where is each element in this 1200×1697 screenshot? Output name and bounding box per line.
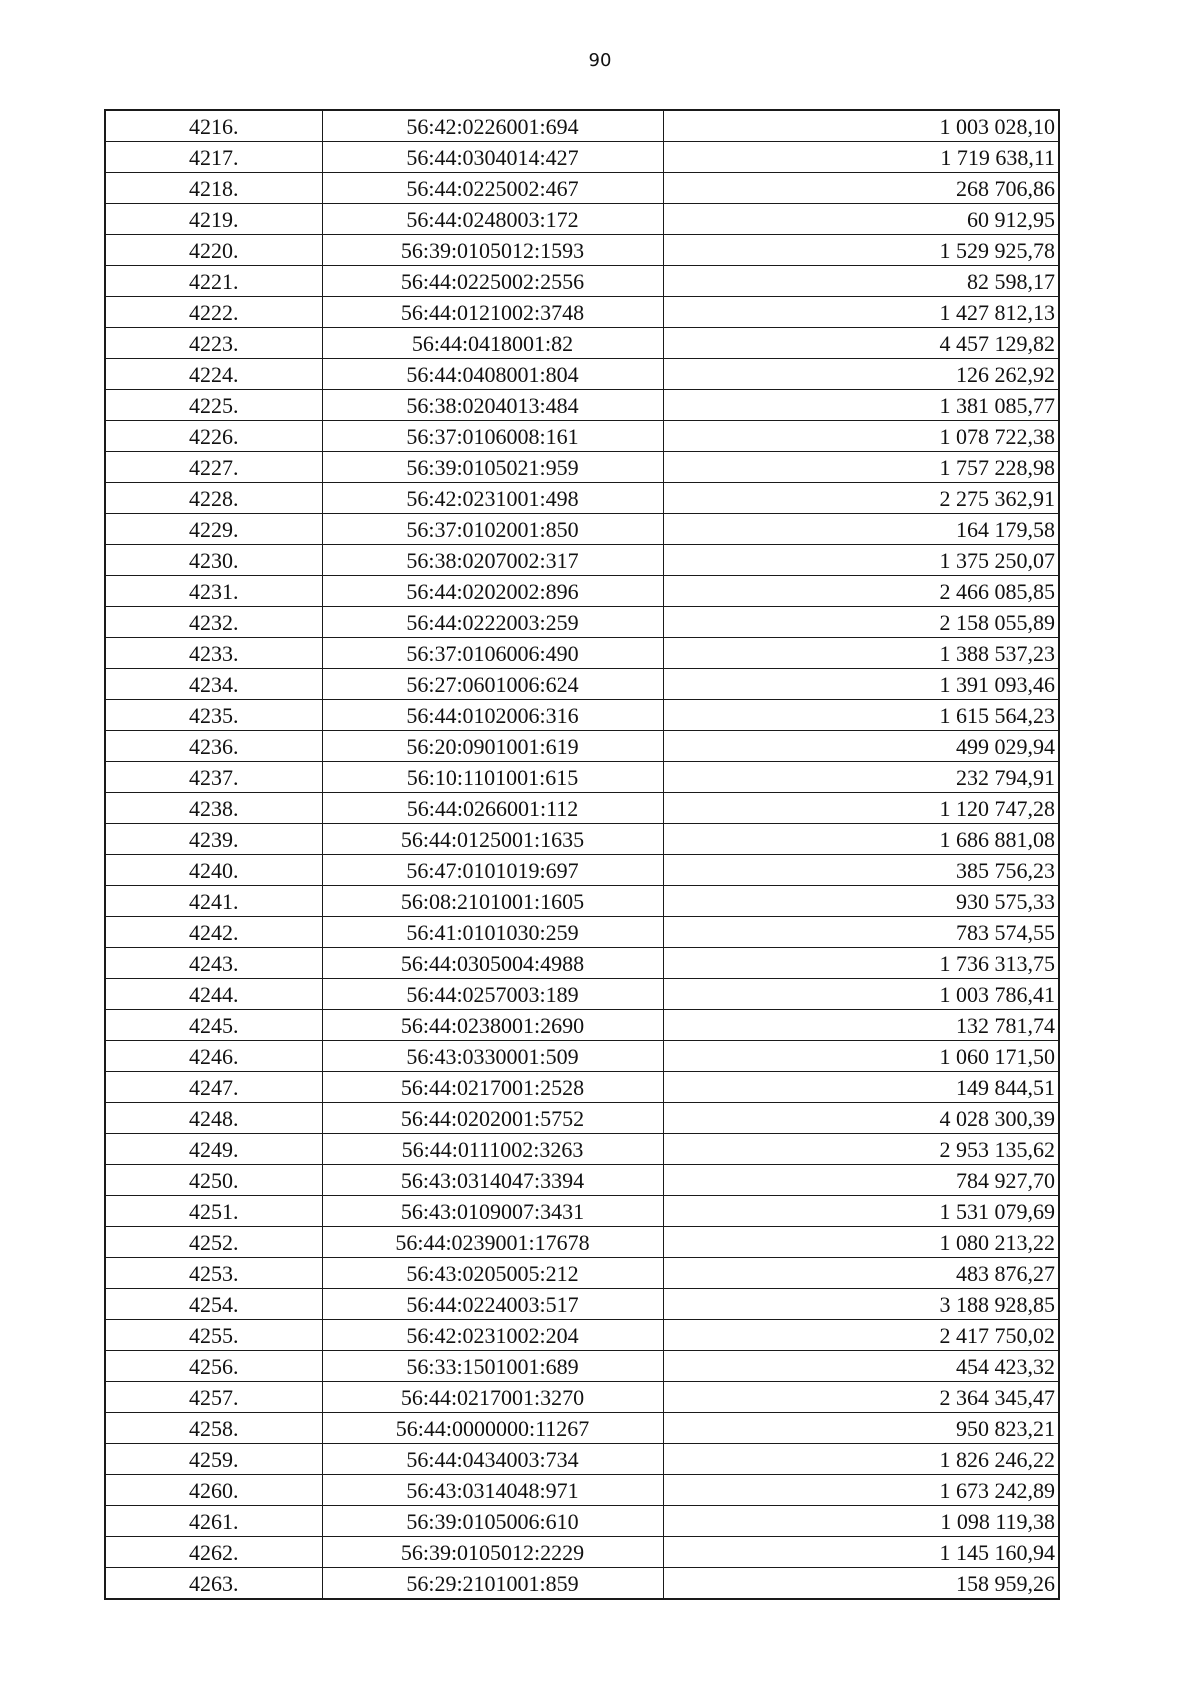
table-row <box>105 1537 1059 1568</box>
cadastral-number-cell: 56:42:0226001:694 <box>322 110 663 142</box>
table-row <box>105 762 1059 793</box>
table-row <box>105 1165 1059 1196</box>
row-number-cell: 4263. <box>105 1568 322 1600</box>
cadastral-value-cell: 1 145 160,94 <box>663 1537 1059 1568</box>
table-row <box>105 1010 1059 1041</box>
table-row <box>105 979 1059 1010</box>
cadastral-number-cell: 56:44:0121002:3748 <box>322 297 663 328</box>
cadastral-number-cell: 56:44:0202001:5752 <box>322 1103 663 1134</box>
row-number-cell: 4225. <box>105 390 322 421</box>
table-row <box>105 173 1059 204</box>
cadastral-value-table <box>104 109 1060 1600</box>
cadastral-value-cell: 1 381 085,77 <box>663 390 1059 421</box>
cadastral-value-cell: 2 275 362,91 <box>663 483 1059 514</box>
cadastral-value-cell: 1 003 028,10 <box>663 110 1059 142</box>
cadastral-number-cell: 56:44:0238001:2690 <box>322 1010 663 1041</box>
cadastral-number-cell: 56:44:0224003:517 <box>322 1289 663 1320</box>
cadastral-number-cell: 56:44:0257003:189 <box>322 979 663 1010</box>
cadastral-value-cell: 1 080 213,22 <box>663 1227 1059 1258</box>
table-row <box>105 110 1059 142</box>
table-body <box>105 110 1059 1599</box>
cadastral-value-cell: 1 719 638,11 <box>663 142 1059 173</box>
cadastral-value-cell: 1 615 564,23 <box>663 700 1059 731</box>
cadastral-value-cell: 784 927,70 <box>663 1165 1059 1196</box>
cadastral-number-cell: 56:44:0434003:734 <box>322 1444 663 1475</box>
row-number-cell: 4222. <box>105 297 322 328</box>
cadastral-value-cell: 2 158 055,89 <box>663 607 1059 638</box>
cadastral-value-cell: 3 188 928,85 <box>663 1289 1059 1320</box>
cadastral-number-cell: 56:44:0304014:427 <box>322 142 663 173</box>
table-row <box>105 1103 1059 1134</box>
cadastral-value-cell: 2 364 345,47 <box>663 1382 1059 1413</box>
cadastral-value-cell: 1 736 313,75 <box>663 948 1059 979</box>
table-row <box>105 483 1059 514</box>
row-number-cell: 4233. <box>105 638 322 669</box>
cadastral-number-cell: 56:43:0314047:3394 <box>322 1165 663 1196</box>
row-number-cell: 4253. <box>105 1258 322 1289</box>
cadastral-value-cell: 268 706,86 <box>663 173 1059 204</box>
row-number-cell: 4243. <box>105 948 322 979</box>
cadastral-value-cell: 1 529 925,78 <box>663 235 1059 266</box>
table-row <box>105 1568 1059 1600</box>
cadastral-value-cell: 483 876,27 <box>663 1258 1059 1289</box>
cadastral-number-cell: 56:44:0000000:11267 <box>322 1413 663 1444</box>
table-row <box>105 1227 1059 1258</box>
cadastral-number-cell: 56:44:0239001:17678 <box>322 1227 663 1258</box>
cadastral-value-cell: 132 781,74 <box>663 1010 1059 1041</box>
cadastral-value-cell: 4 028 300,39 <box>663 1103 1059 1134</box>
table-row <box>105 1072 1059 1103</box>
table-row <box>105 824 1059 855</box>
cadastral-value-cell: 1 388 537,23 <box>663 638 1059 669</box>
row-number-cell: 4227. <box>105 452 322 483</box>
cadastral-number-cell: 56:44:0125001:1635 <box>322 824 663 855</box>
row-number-cell: 4219. <box>105 204 322 235</box>
table-row <box>105 235 1059 266</box>
cadastral-value-cell: 1 673 242,89 <box>663 1475 1059 1506</box>
cadastral-number-cell: 56:44:0266001:112 <box>322 793 663 824</box>
row-number-cell: 4260. <box>105 1475 322 1506</box>
cadastral-value-cell: 164 179,58 <box>663 514 1059 545</box>
row-number-cell: 4245. <box>105 1010 322 1041</box>
cadastral-value-cell: 1 078 722,38 <box>663 421 1059 452</box>
row-number-cell: 4261. <box>105 1506 322 1537</box>
cadastral-value-cell: 2 466 085,85 <box>663 576 1059 607</box>
table-row <box>105 917 1059 948</box>
row-number-cell: 4234. <box>105 669 322 700</box>
table-row <box>105 359 1059 390</box>
row-number-cell: 4221. <box>105 266 322 297</box>
cadastral-number-cell: 56:41:0101030:259 <box>322 917 663 948</box>
cadastral-value-cell: 950 823,21 <box>663 1413 1059 1444</box>
table-row <box>105 204 1059 235</box>
cadastral-number-cell: 56:10:1101001:615 <box>322 762 663 793</box>
table-row <box>105 1289 1059 1320</box>
cadastral-value-cell: 499 029,94 <box>663 731 1059 762</box>
table-row <box>105 886 1059 917</box>
table-row <box>105 142 1059 173</box>
table-row <box>105 1444 1059 1475</box>
cadastral-value-cell: 1 060 171,50 <box>663 1041 1059 1072</box>
row-number-cell: 4242. <box>105 917 322 948</box>
table-row <box>105 1320 1059 1351</box>
cadastral-value-cell: 1 391 093,46 <box>663 669 1059 700</box>
cadastral-number-cell: 56:08:2101001:1605 <box>322 886 663 917</box>
row-number-cell: 4259. <box>105 1444 322 1475</box>
table-row <box>105 855 1059 886</box>
row-number-cell: 4232. <box>105 607 322 638</box>
cadastral-number-cell: 56:37:0106006:490 <box>322 638 663 669</box>
row-number-cell: 4254. <box>105 1289 322 1320</box>
row-number-cell: 4252. <box>105 1227 322 1258</box>
cadastral-value-cell: 1 427 812,13 <box>663 297 1059 328</box>
table-row <box>105 1382 1059 1413</box>
cadastral-value-cell: 1 120 747,28 <box>663 793 1059 824</box>
row-number-cell: 4235. <box>105 700 322 731</box>
cadastral-number-cell: 56:27:0601006:624 <box>322 669 663 700</box>
row-number-cell: 4262. <box>105 1537 322 1568</box>
cadastral-value-cell: 1 531 079,69 <box>663 1196 1059 1227</box>
row-number-cell: 4218. <box>105 173 322 204</box>
cadastral-number-cell: 56:43:0109007:3431 <box>322 1196 663 1227</box>
cadastral-value-cell: 454 423,32 <box>663 1351 1059 1382</box>
cadastral-number-cell: 56:44:0217001:3270 <box>322 1382 663 1413</box>
table-row <box>105 700 1059 731</box>
table-row <box>105 452 1059 483</box>
table-row <box>105 1041 1059 1072</box>
cadastral-number-cell: 56:38:0204013:484 <box>322 390 663 421</box>
cadastral-value-cell: 1 757 228,98 <box>663 452 1059 483</box>
cadastral-value-cell: 1 375 250,07 <box>663 545 1059 576</box>
table-row <box>105 607 1059 638</box>
page-number: 90 <box>588 50 612 71</box>
row-number-cell: 4249. <box>105 1134 322 1165</box>
cadastral-number-cell: 56:44:0408001:804 <box>322 359 663 390</box>
cadastral-value-cell: 126 262,92 <box>663 359 1059 390</box>
cadastral-number-cell: 56:44:0305004:4988 <box>322 948 663 979</box>
row-number-cell: 4241. <box>105 886 322 917</box>
row-number-cell: 4255. <box>105 1320 322 1351</box>
cadastral-number-cell: 56:44:0222003:259 <box>322 607 663 638</box>
cadastral-number-cell: 56:47:0101019:697 <box>322 855 663 886</box>
row-number-cell: 4250. <box>105 1165 322 1196</box>
row-number-cell: 4228. <box>105 483 322 514</box>
row-number-cell: 4238. <box>105 793 322 824</box>
cadastral-value-cell: 4 457 129,82 <box>663 328 1059 359</box>
cadastral-value-cell: 1 826 246,22 <box>663 1444 1059 1475</box>
cadastral-number-cell: 56:44:0102006:316 <box>322 700 663 731</box>
row-number-cell: 4240. <box>105 855 322 886</box>
row-number-cell: 4247. <box>105 1072 322 1103</box>
row-number-cell: 4239. <box>105 824 322 855</box>
row-number-cell: 4217. <box>105 142 322 173</box>
cadastral-number-cell: 56:37:0106008:161 <box>322 421 663 452</box>
row-number-cell: 4246. <box>105 1041 322 1072</box>
cadastral-value-cell: 82 598,17 <box>663 266 1059 297</box>
cadastral-number-cell: 56:44:0202002:896 <box>322 576 663 607</box>
cadastral-number-cell: 56:33:1501001:689 <box>322 1351 663 1382</box>
table-row <box>105 328 1059 359</box>
table-row <box>105 545 1059 576</box>
cadastral-number-cell: 56:39:0105021:959 <box>322 452 663 483</box>
table-row <box>105 669 1059 700</box>
row-number-cell: 4229. <box>105 514 322 545</box>
table-row <box>105 1351 1059 1382</box>
table-row <box>105 731 1059 762</box>
table-row <box>105 1475 1059 1506</box>
cadastral-number-cell: 56:43:0205005:212 <box>322 1258 663 1289</box>
row-number-cell: 4231. <box>105 576 322 607</box>
cadastral-number-cell: 56:37:0102001:850 <box>322 514 663 545</box>
cadastral-number-cell: 56:43:0314048:971 <box>322 1475 663 1506</box>
row-number-cell: 4244. <box>105 979 322 1010</box>
cadastral-number-cell: 56:44:0225002:467 <box>322 173 663 204</box>
cadastral-number-cell: 56:39:0105012:2229 <box>322 1537 663 1568</box>
table-row <box>105 638 1059 669</box>
table-row <box>105 576 1059 607</box>
cadastral-number-cell: 56:20:0901001:619 <box>322 731 663 762</box>
table-row <box>105 1258 1059 1289</box>
cadastral-number-cell: 56:44:0418001:82 <box>322 328 663 359</box>
cadastral-number-cell: 56:38:0207002:317 <box>322 545 663 576</box>
cadastral-value-cell: 930 575,33 <box>663 886 1059 917</box>
cadastral-number-cell: 56:44:0111002:3263 <box>322 1134 663 1165</box>
table-row <box>105 421 1059 452</box>
cadastral-number-cell: 56:44:0248003:172 <box>322 204 663 235</box>
row-number-cell: 4257. <box>105 1382 322 1413</box>
table-row <box>105 1506 1059 1537</box>
table-row <box>105 793 1059 824</box>
row-number-cell: 4216. <box>105 110 322 142</box>
row-number-cell: 4256. <box>105 1351 322 1382</box>
table-row <box>105 390 1059 421</box>
table-row <box>105 1134 1059 1165</box>
row-number-cell: 4223. <box>105 328 322 359</box>
row-number-cell: 4230. <box>105 545 322 576</box>
cadastral-number-cell: 56:44:0225002:2556 <box>322 266 663 297</box>
table-row <box>105 1413 1059 1444</box>
cadastral-number-cell: 56:44:0217001:2528 <box>322 1072 663 1103</box>
row-number-cell: 4236. <box>105 731 322 762</box>
row-number-cell: 4248. <box>105 1103 322 1134</box>
table-row <box>105 1196 1059 1227</box>
cadastral-number-cell: 56:39:0105006:610 <box>322 1506 663 1537</box>
table-row <box>105 514 1059 545</box>
cadastral-value-cell: 1 098 119,38 <box>663 1506 1059 1537</box>
cadastral-value-cell: 1 686 881,08 <box>663 824 1059 855</box>
cadastral-value-cell: 2 953 135,62 <box>663 1134 1059 1165</box>
cadastral-value-cell: 783 574,55 <box>663 917 1059 948</box>
row-number-cell: 4258. <box>105 1413 322 1444</box>
cadastral-value-cell: 60 912,95 <box>663 204 1059 235</box>
cadastral-value-cell: 232 794,91 <box>663 762 1059 793</box>
cadastral-number-cell: 56:29:2101001:859 <box>322 1568 663 1600</box>
cadastral-value-cell: 149 844,51 <box>663 1072 1059 1103</box>
cadastral-value-cell: 385 756,23 <box>663 855 1059 886</box>
cadastral-number-cell: 56:39:0105012:1593 <box>322 235 663 266</box>
row-number-cell: 4226. <box>105 421 322 452</box>
cadastral-number-cell: 56:43:0330001:509 <box>322 1041 663 1072</box>
table-row <box>105 948 1059 979</box>
cadastral-value-cell: 1 003 786,41 <box>663 979 1059 1010</box>
row-number-cell: 4237. <box>105 762 322 793</box>
row-number-cell: 4220. <box>105 235 322 266</box>
row-number-cell: 4224. <box>105 359 322 390</box>
row-number-cell: 4251. <box>105 1196 322 1227</box>
cadastral-number-cell: 56:42:0231002:204 <box>322 1320 663 1351</box>
cadastral-value-cell: 158 959,26 <box>663 1568 1059 1600</box>
cadastral-number-cell: 56:42:0231001:498 <box>322 483 663 514</box>
table-row <box>105 266 1059 297</box>
table-row <box>105 297 1059 328</box>
cadastral-value-cell: 2 417 750,02 <box>663 1320 1059 1351</box>
